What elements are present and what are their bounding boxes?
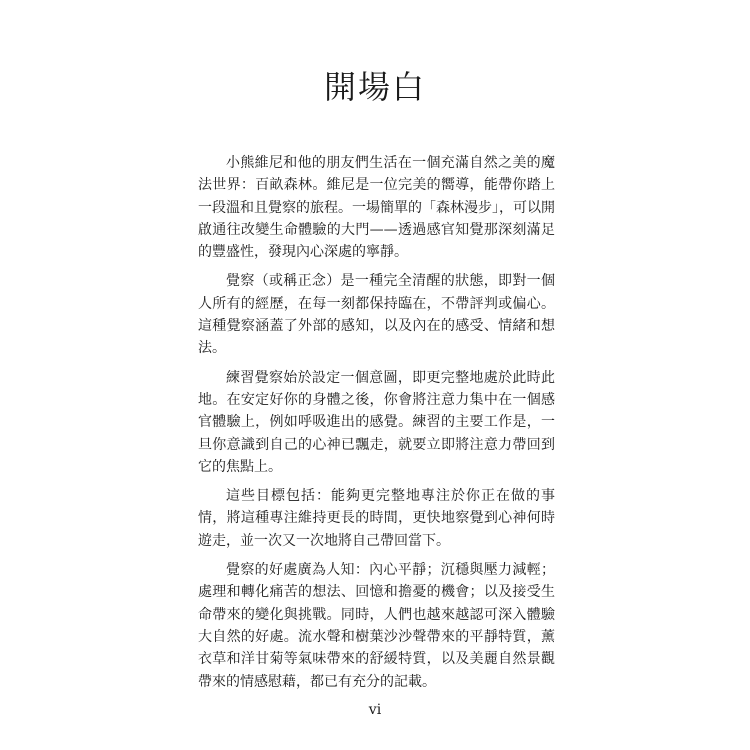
paragraph: 覺察的好處廣為人知：內心平靜；沉穩與壓力減輕；處理和轉化痛苦的想法、回憶和擔憂的機會；以及接受生命帶來的變化與挑戰。同時，人們也越來越認可深入體驗大自然的好處。流水聲和樹葉沙沙聲帶來的平靜特質，薰衣草和洋甘菊等氣味帶來的舒緩特質，以及美麗自然景觀帶來的情感慰藉，都已有充分的記載。	[198, 562, 555, 690]
paragraph: 小熊維尼和他的朋友們生活在一個充滿自然之美的魔法世界：百畝森林。維尼是一位完美的嚮導，能帶你踏上一段溫和且覺察的旅程。一場簡單的「森林漫步」，可以開啟通往改變生命體驗的大門——透過感官知覺那深刻滿足的豐盛性，發現內心深處的寧靜。	[198, 155, 555, 261]
paragraph: 練習覺察始於設定一個意圖，即更完整地處於此時此地。在安定好你的身體之後，你會將注意力集中在一個感官體驗上，例如呼吸進出的感覺。練習的主要工作是，一旦你意識到自己的心神已飄走，就要立即將注意力帶回到它的焦點上。	[198, 369, 555, 475]
chapter-title: 開場白	[323, 68, 426, 106]
body-text	[198, 152, 555, 700]
page-number: vi	[368, 702, 382, 718]
paragraph: 覺察（或稱正念）是一種完全清醒的狀態，即對一個人所有的經歷，在每一刻都保持臨在，不帶評判或偏心。這種覺察涵蓋了外部的感知，以及內在的感受、情緒和想法。	[198, 273, 555, 357]
paragraph: 這些目標包括：能夠更完整地專注於你正在做的事情，將這種專注維持更長的時間，更快地察覺到心神何時遊走，並一次又一次地將自己帶回當下。	[198, 488, 555, 549]
